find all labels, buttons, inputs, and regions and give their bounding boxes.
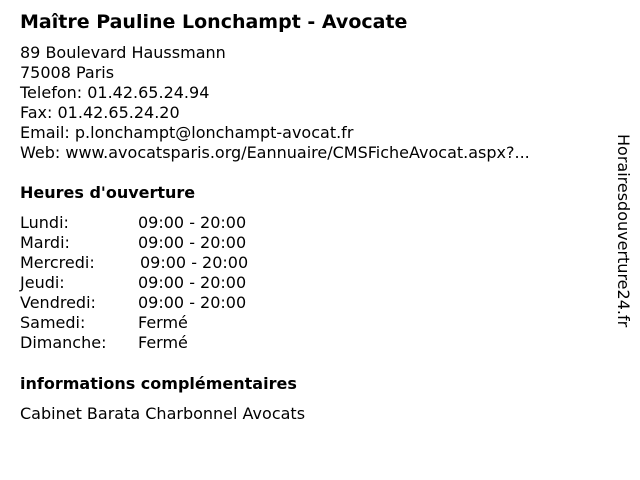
web-line <box>20 143 530 163</box>
hours-time: 09:00 - 20:00 <box>140 253 249 272</box>
extra-info-heading: informations complémentaires <box>20 374 297 393</box>
hours-row-sunday <box>20 333 320 353</box>
email-label: Email: <box>20 123 70 142</box>
hours-row-saturday <box>20 313 320 333</box>
hours-day: Samedi: <box>20 313 86 332</box>
hours-row-wednesday <box>20 253 320 273</box>
email-line <box>20 123 530 143</box>
hours-day: Mercredi: <box>20 253 95 272</box>
extra-info-text: Cabinet Barata Charbonnel Avocats <box>20 404 306 423</box>
web-label: Web: <box>20 143 61 162</box>
hours-table <box>20 213 320 353</box>
phone-line <box>20 83 530 103</box>
site-watermark: Horairesdouverture24.fr <box>614 134 633 328</box>
hours-time: 09:00 - 20:00 <box>138 213 247 232</box>
hours-row-thursday <box>20 273 320 293</box>
hours-day: Lundi: <box>20 213 69 232</box>
address-street: 89 Boulevard Haussmann <box>20 43 226 62</box>
hours-row-tuesday <box>20 233 320 253</box>
address-city: 75008 Paris <box>20 63 115 82</box>
hours-day: Vendredi: <box>20 293 96 312</box>
hours-time: Fermé <box>138 313 188 332</box>
hours-time: 09:00 - 20:00 <box>138 233 247 252</box>
hours-heading: Heures d'ouverture <box>20 183 196 202</box>
hours-day: Mardi: <box>20 233 70 252</box>
web-address: www.avocatsparis.org/Eannuaire/CMSFicheAvocat.aspx?... <box>65 143 530 162</box>
hours-day: Dimanche: <box>20 333 107 352</box>
contact-block <box>20 43 530 163</box>
fax-number: 01.42.65.24.20 <box>57 103 180 122</box>
hours-time: 09:00 - 20:00 <box>138 293 247 312</box>
phone-number: 01.42.65.24.94 <box>87 83 210 102</box>
hours-time: Fermé <box>138 333 188 352</box>
page-title: Maître Pauline Lonchampt - Avocate <box>20 11 408 33</box>
phone-label: Telefon: <box>20 83 83 102</box>
hours-row-friday <box>20 293 320 313</box>
email-address: p.lonchampt@lonchampt-avocat.fr <box>74 123 354 142</box>
fax-line <box>20 103 530 123</box>
hours-row-monday <box>20 213 320 233</box>
hours-day: Jeudi: <box>20 273 65 292</box>
fax-label: Fax: <box>20 103 53 122</box>
hours-time: 09:00 - 20:00 <box>138 273 247 292</box>
